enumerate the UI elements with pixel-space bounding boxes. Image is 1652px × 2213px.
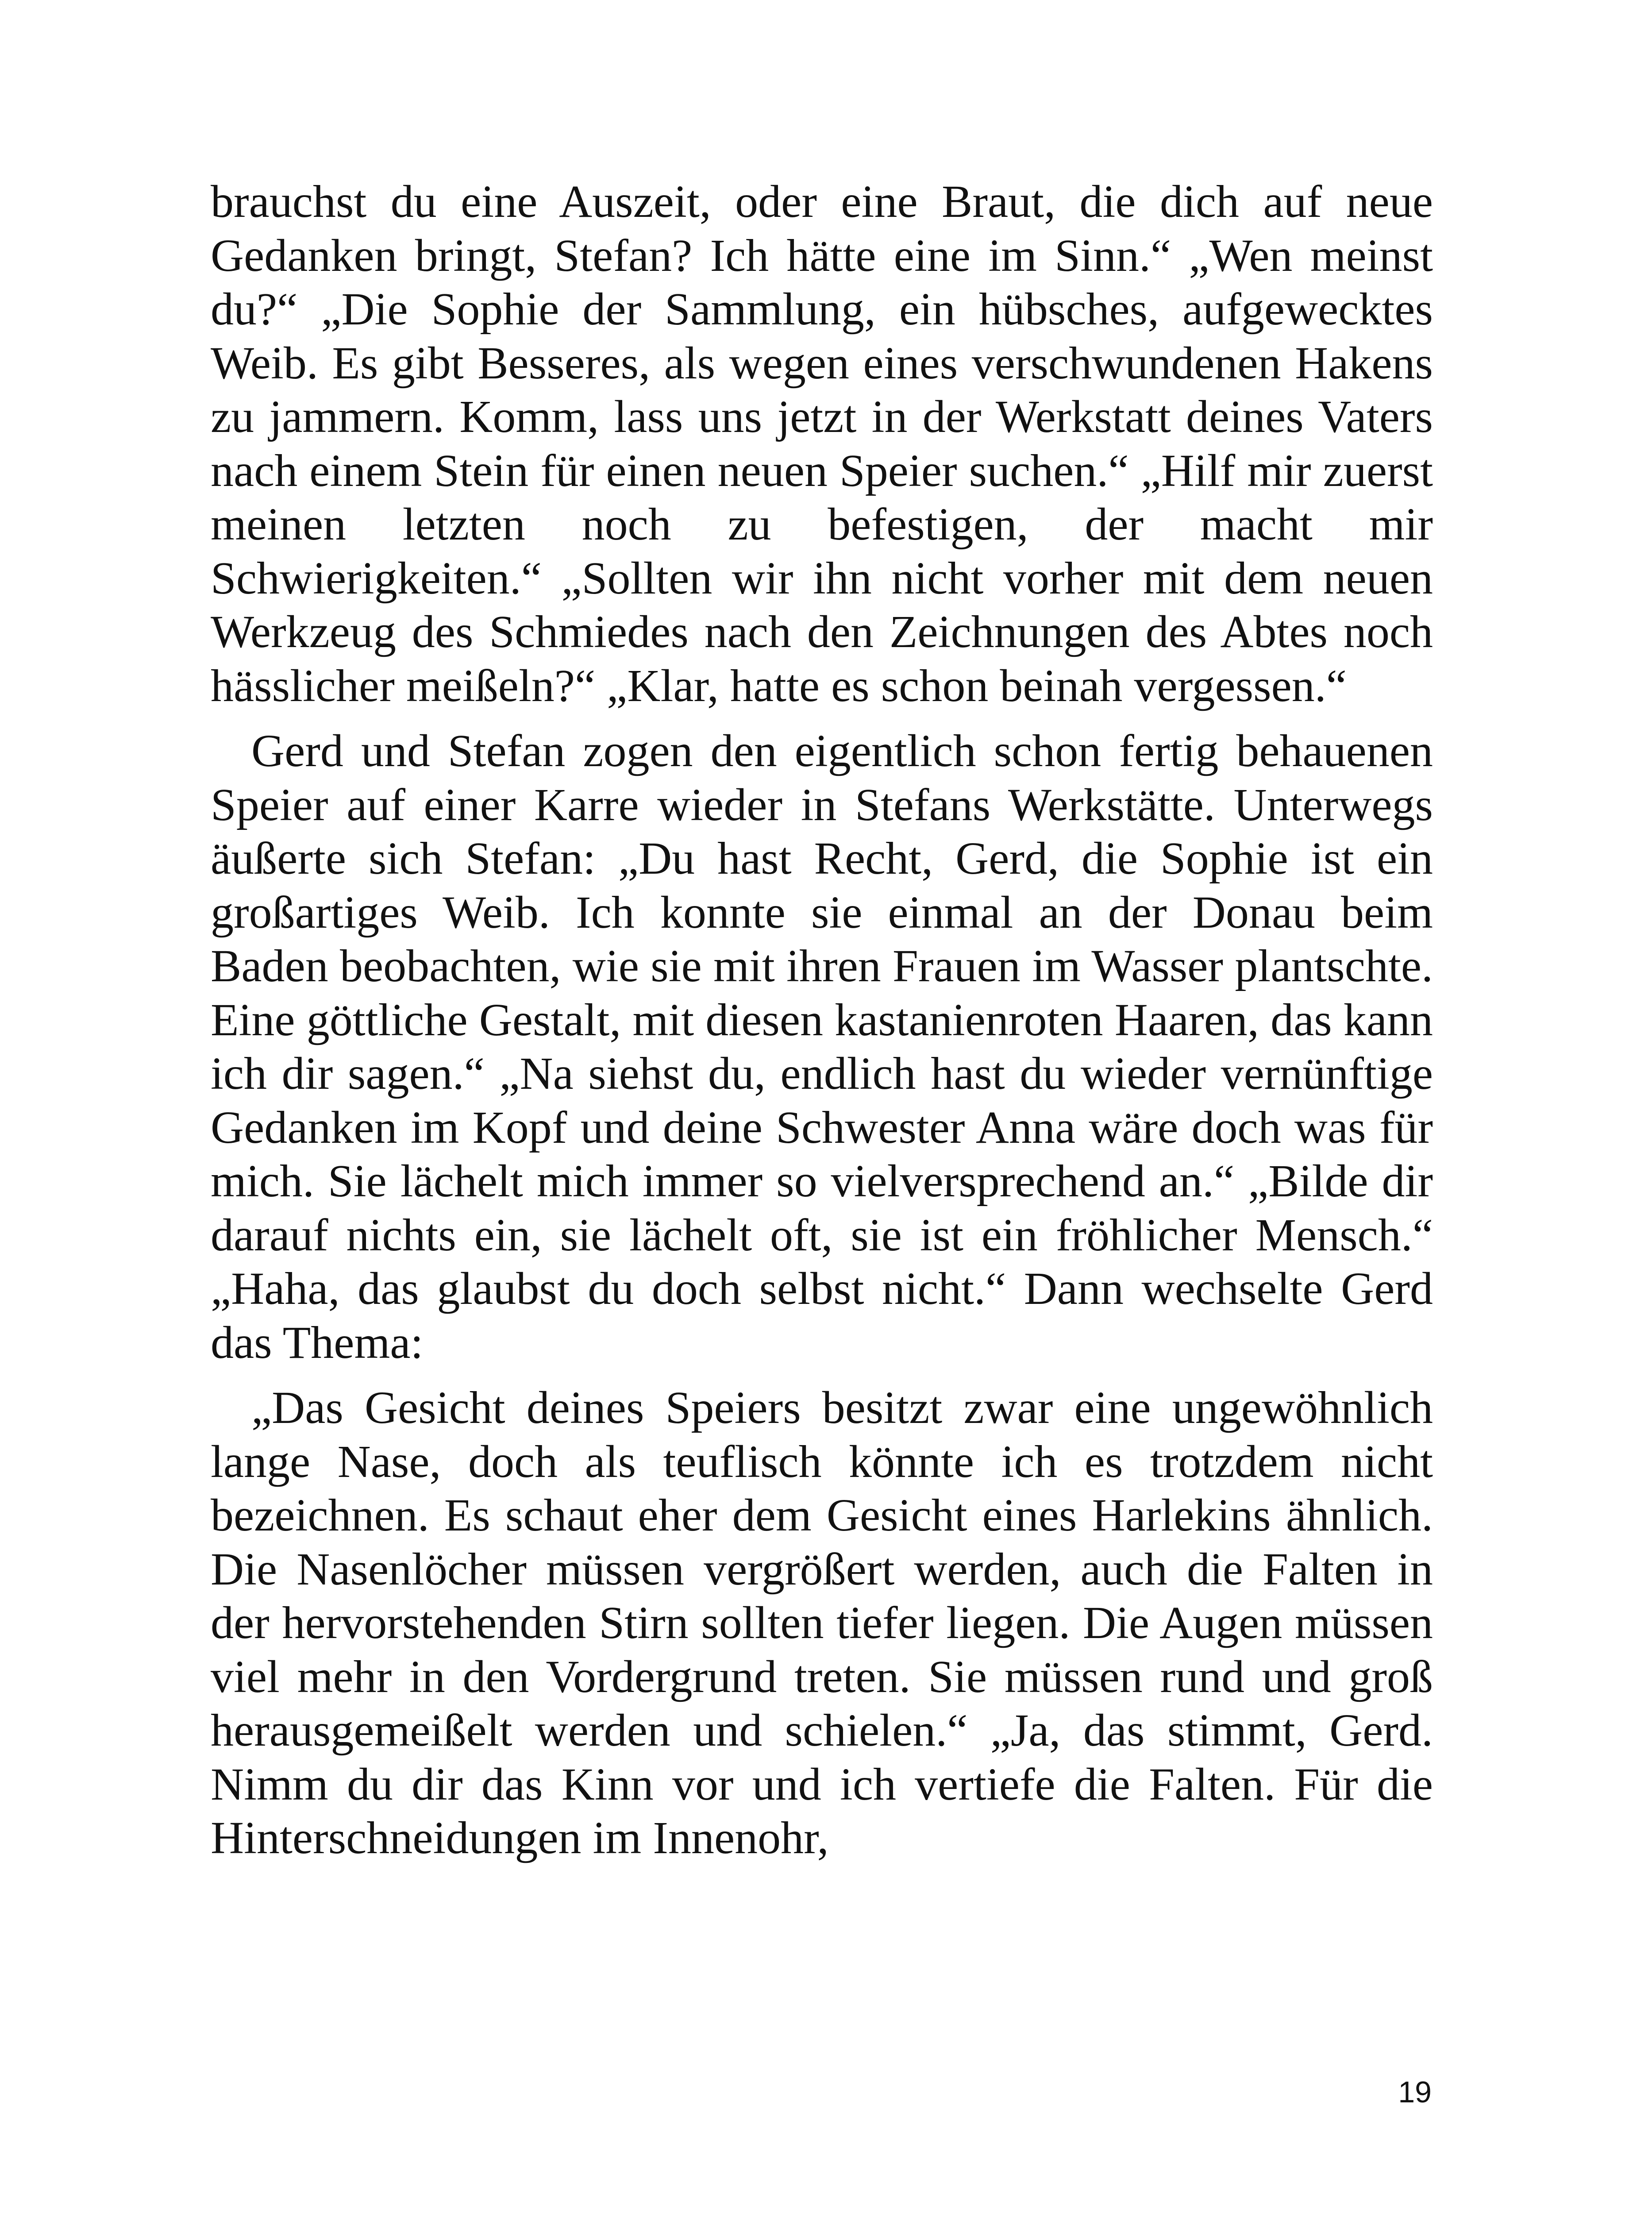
paragraph-3: „Das Gesicht deines Speiers besitzt zwar eine ungewöhnlich lange Nase, doch als teuflisch könnte ich es trotzdem nicht bezeichnen. Es schaut eher dem Gesicht eines Harlekins ähnlich. Die Nasenlöcher müssen vergrößert werden, auch die Falten in der hervorstehenden Stirn sollten tiefer liegen. Die Augen müssen viel mehr in den Vordergrund treten. Sie müssen rund und groß herausgemeißelt werden und schielen.“ „Ja, das stimmt, Gerd. Nimm du dir das Kinn vor und ich vertiefe die Falten. Für die Hinterschneidungen im Innenohr,	[211, 1382, 1433, 1863]
body-text	[211, 175, 1433, 1865]
paragraph-1: brauchst du eine Auszeit, oder eine Braut, die dich auf neue Gedanken bringt, Stefan? Ich hätte eine im Sinn.“ „Wen meinst du?“ „Die Sophie der Sammlung, ein hübsches, aufgewecktes Weib. Es gibt Besseres, als wegen eines verschwundenen Hakens zu jammern. Komm, lass uns jetzt in der Werkstatt deines Vaters nach einem Stein für einen neuen Speier suchen.“ „Hilf mir zuerst meinen letzten noch zu befestigen, der macht mir Schwierigkeiten.“ „Sollten wir ihn nicht vorher mit dem neuen Werkzeug des Schmiedes nach den Zeichnungen des Abtes noch hässlicher meißeln?“ „Klar, hatte es schon beinah vergessen.“	[211, 176, 1433, 711]
paragraph-2: Gerd und Stefan zogen den eigentlich schon fertig behauenen Speier auf einer Karre wieder in Stefans Werkstätte. Unterwegs äußerte sich Stefan: „Du hast Recht, Gerd, die Sophie ist ein großartiges Weib. Ich konnte sie einmal an der Donau beim Baden beobachten, wie sie mit ihren Frauen im Wasser plantschte. Eine göttliche Gestalt, mit diesen kastanienroten Haaren, das kann ich dir sagen.“ „Na siehst du, endlich hast du wieder vernünftige Gedanken im Kopf und deine Schwester Anna wäre doch was für mich. Sie lächelt mich immer so vielversprechend an.“ „Bilde dir darauf nichts ein, sie lächelt oft, sie ist ein fröhlicher Mensch.“ „Haha, das glaubst du doch selbst nicht.“ Dann wechselte Gerd das Thema:	[211, 725, 1433, 1368]
page-number: 19	[1398, 2075, 1432, 2109]
